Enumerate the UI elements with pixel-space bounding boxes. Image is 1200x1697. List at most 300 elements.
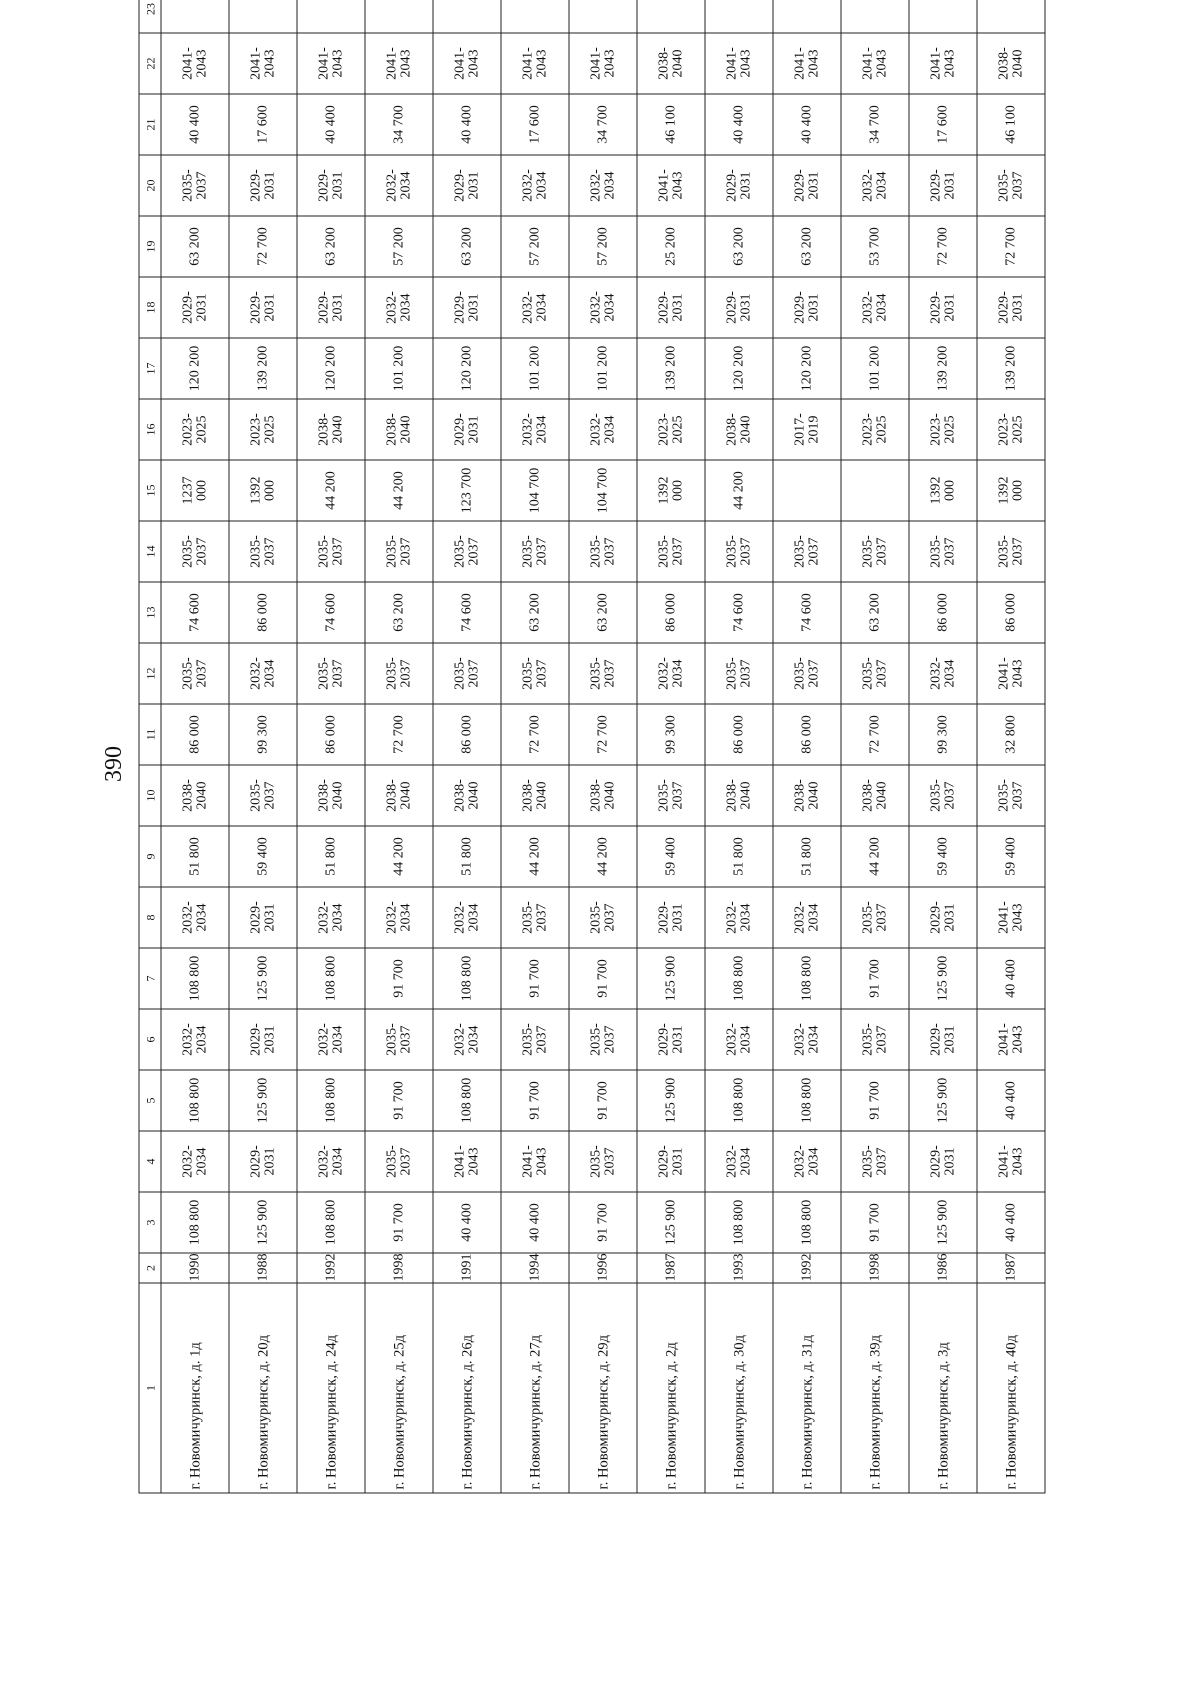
table-cell-col-13: 74 600 [161, 582, 229, 643]
table-cell-col-17: 101 200 [365, 338, 433, 399]
table-cell-col-4: 2029- 2031 [909, 1131, 977, 1192]
table-cell-col-23 [297, 0, 365, 33]
table-cell-col-17: 139 200 [637, 338, 705, 399]
table-cell-col-13: 86 000 [637, 582, 705, 643]
table-row [229, 0, 297, 1493]
table-cell-col-10: 2038- 2040 [433, 765, 501, 826]
table-cell-col-22: 2041- 2043 [433, 33, 501, 94]
table-row [161, 0, 229, 1493]
table-cell-col-6: 2041- 2043 [977, 1009, 1045, 1070]
table-cell-col-7: 108 800 [433, 948, 501, 1009]
table-row [297, 0, 365, 1493]
table-cell-col-23 [433, 0, 501, 33]
table-cell-col-10: 2038- 2040 [501, 765, 569, 826]
table-cell-col-19: 57 200 [501, 216, 569, 277]
table-cell-col-8: 2035- 2037 [501, 887, 569, 948]
table-cell-col-16: 2017- 2019 [773, 399, 841, 460]
table-cell-col-2: 1998 [841, 1253, 909, 1283]
table-cell-col-21: 40 400 [161, 94, 229, 155]
header-cell-col-3: 3 [139, 1192, 161, 1253]
table-cell-col-5: 91 700 [841, 1070, 909, 1131]
table-row [637, 0, 705, 1493]
table-cell-col-12: 2035- 2037 [501, 643, 569, 704]
table-cell-col-10: 2038- 2040 [161, 765, 229, 826]
header-cell-col-10: 10 [139, 765, 161, 826]
table-cell-col-22: 2038- 2040 [977, 33, 1045, 94]
table-cell-col-16: 2023- 2025 [909, 399, 977, 460]
table-body [161, 0, 1045, 1493]
table-cell-col-19: 63 200 [297, 216, 365, 277]
table-cell-col-10: 2038- 2040 [569, 765, 637, 826]
table-cell-col-21: 34 700 [365, 94, 433, 155]
table-cell-col-11: 86 000 [433, 704, 501, 765]
table-cell-col-10: 2035- 2037 [637, 765, 705, 826]
table-cell-col-5: 125 900 [637, 1070, 705, 1131]
table-cell-col-6: 2035- 2037 [841, 1009, 909, 1070]
table-cell-col-8: 2029- 2031 [909, 887, 977, 948]
table-cell-col-5: 108 800 [433, 1070, 501, 1131]
table-cell-col-13: 63 200 [569, 582, 637, 643]
table-cell-col-16: 2038- 2040 [705, 399, 773, 460]
table-cell-col-15 [841, 460, 909, 521]
table-cell-col-17: 101 200 [841, 338, 909, 399]
table-row [909, 0, 977, 1493]
table-cell-col-17: 101 200 [501, 338, 569, 399]
table-cell-col-11: 99 300 [909, 704, 977, 765]
table-cell-col-15: 44 200 [297, 460, 365, 521]
address-cell: г. Новомичуринск, д. 40д [977, 1283, 1045, 1493]
table-cell-col-6: 2029- 2031 [229, 1009, 297, 1070]
table-cell-col-16: 2023- 2025 [977, 399, 1045, 460]
table-cell-col-3: 40 400 [433, 1192, 501, 1253]
table-cell-col-22: 2041- 2043 [161, 33, 229, 94]
table-cell-col-12: 2035- 2037 [841, 643, 909, 704]
table-cell-col-22: 2041- 2043 [569, 33, 637, 94]
table-cell-col-20: 2035- 2037 [161, 155, 229, 216]
table-cell-col-7: 91 700 [841, 948, 909, 1009]
table-cell-col-5: 91 700 [501, 1070, 569, 1131]
table-cell-col-4: 2035- 2037 [365, 1131, 433, 1192]
table-cell-col-23 [977, 0, 1045, 33]
table-cell-col-11: 86 000 [161, 704, 229, 765]
table-cell-col-5: 91 700 [365, 1070, 433, 1131]
table-cell-col-13: 86 000 [229, 582, 297, 643]
table-row [365, 0, 433, 1493]
table-cell-col-20: 2032- 2034 [569, 155, 637, 216]
table-cell-col-8: 2032- 2034 [705, 887, 773, 948]
table-cell-col-12: 2035- 2037 [365, 643, 433, 704]
table-cell-col-18: 2032- 2034 [569, 277, 637, 338]
table-cell-col-9: 51 800 [297, 826, 365, 887]
table-cell-col-22: 2041- 2043 [841, 33, 909, 94]
table-cell-col-17: 120 200 [161, 338, 229, 399]
table-cell-col-11: 72 700 [365, 704, 433, 765]
table-cell-col-14: 2035- 2037 [365, 521, 433, 582]
table-cell-col-17: 120 200 [773, 338, 841, 399]
table-cell-col-2: 1993 [705, 1253, 773, 1283]
table-cell-col-11: 72 700 [501, 704, 569, 765]
table-cell-col-21: 17 600 [501, 94, 569, 155]
table-cell-col-5: 40 400 [977, 1070, 1045, 1131]
table-cell-col-17: 120 200 [705, 338, 773, 399]
table-cell-col-6: 2032- 2034 [297, 1009, 365, 1070]
table-cell-col-8: 2032- 2034 [297, 887, 365, 948]
table-cell-col-3: 108 800 [161, 1192, 229, 1253]
table-cell-col-18: 2029- 2031 [705, 277, 773, 338]
table-cell-col-23 [637, 0, 705, 33]
table-cell-col-5: 125 900 [229, 1070, 297, 1131]
table-cell-col-6: 2035- 2037 [569, 1009, 637, 1070]
table-cell-col-19: 53 700 [841, 216, 909, 277]
table-cell-col-3: 91 700 [841, 1192, 909, 1253]
table-cell-col-11: 86 000 [705, 704, 773, 765]
table-cell-col-9: 59 400 [977, 826, 1045, 887]
header-cell-col-8: 8 [139, 887, 161, 948]
table-cell-col-9: 44 200 [501, 826, 569, 887]
table-cell-col-16: 2038- 2040 [297, 399, 365, 460]
table-cell-col-4: 2035- 2037 [841, 1131, 909, 1192]
table-row [977, 0, 1045, 1493]
header-cell-col-19: 19 [139, 216, 161, 277]
table-cell-col-6: 2032- 2034 [161, 1009, 229, 1070]
table-cell-col-18: 2029- 2031 [161, 277, 229, 338]
table-cell-col-8: 2035- 2037 [841, 887, 909, 948]
page-number: 390 [101, 746, 127, 782]
table-cell-col-4: 2032- 2034 [297, 1131, 365, 1192]
table-cell-col-20: 2029- 2031 [297, 155, 365, 216]
table-cell-col-2: 1991 [433, 1253, 501, 1283]
table-cell-col-21: 34 700 [841, 94, 909, 155]
table-cell-col-15: 1392 000 [909, 460, 977, 521]
header-cell-col-18: 18 [139, 277, 161, 338]
table-cell-col-23 [773, 0, 841, 33]
table-cell-col-8: 2032- 2034 [161, 887, 229, 948]
table-cell-col-22: 2041- 2043 [909, 33, 977, 94]
header-cell-col-13: 13 [139, 582, 161, 643]
table-cell-col-7: 91 700 [501, 948, 569, 1009]
table-cell-col-11: 86 000 [297, 704, 365, 765]
address-cell: г. Новомичуринск, д. 39д [841, 1283, 909, 1493]
table-cell-col-23 [161, 0, 229, 33]
table-cell-col-11: 32 800 [977, 704, 1045, 765]
address-cell: г. Новомичуринск, д. 3д [909, 1283, 977, 1493]
table-cell-col-19: 63 200 [705, 216, 773, 277]
table-cell-col-8: 2041- 2043 [977, 887, 1045, 948]
table-row [705, 0, 773, 1493]
table-row [841, 0, 909, 1493]
table-cell-col-2: 1988 [229, 1253, 297, 1283]
table-cell-col-10: 2038- 2040 [841, 765, 909, 826]
table-cell-col-8: 2032- 2034 [433, 887, 501, 948]
table-cell-col-2: 1994 [501, 1253, 569, 1283]
table-cell-col-18: 2032- 2034 [841, 277, 909, 338]
table-row [501, 0, 569, 1493]
header-cell-col-12: 12 [139, 643, 161, 704]
table-cell-col-8: 2029- 2031 [637, 887, 705, 948]
table-cell-col-13: 74 600 [297, 582, 365, 643]
table-cell-col-13: 74 600 [705, 582, 773, 643]
table-cell-col-20: 2029- 2031 [909, 155, 977, 216]
table-cell-col-3: 40 400 [977, 1192, 1045, 1253]
table-cell-col-4: 2029- 2031 [637, 1131, 705, 1192]
table-cell-col-16: 2023- 2025 [229, 399, 297, 460]
table-cell-col-11: 72 700 [569, 704, 637, 765]
table-cell-col-15 [773, 460, 841, 521]
table-cell-col-4: 2041- 2043 [977, 1131, 1045, 1192]
table-cell-col-14: 2035- 2037 [977, 521, 1045, 582]
table-cell-col-17: 139 200 [977, 338, 1045, 399]
table-cell-col-3: 91 700 [365, 1192, 433, 1253]
address-cell: г. Новомичуринск, д. 20д [229, 1283, 297, 1493]
table-cell-col-21: 40 400 [297, 94, 365, 155]
table-row [433, 0, 501, 1493]
table-cell-col-6: 2029- 2031 [637, 1009, 705, 1070]
table-cell-col-12: 2035- 2037 [773, 643, 841, 704]
table-cell-col-3: 125 900 [909, 1192, 977, 1253]
table-cell-col-11: 99 300 [229, 704, 297, 765]
table-cell-col-14: 2035- 2037 [637, 521, 705, 582]
table-cell-col-12: 2035- 2037 [433, 643, 501, 704]
table-cell-col-9: 44 200 [841, 826, 909, 887]
header-cell-col-7: 7 [139, 948, 161, 1009]
header-cell-col-14: 14 [139, 521, 161, 582]
table-cell-col-14: 2035- 2037 [569, 521, 637, 582]
table-cell-col-18: 2029- 2031 [637, 277, 705, 338]
table-cell-col-4: 2032- 2034 [705, 1131, 773, 1192]
table-cell-col-9: 59 400 [909, 826, 977, 887]
header-cell-col-6: 6 [139, 1009, 161, 1070]
table-cell-col-22: 2041- 2043 [501, 33, 569, 94]
table-cell-col-16: 2023- 2025 [841, 399, 909, 460]
table-cell-col-16: 2029- 2031 [433, 399, 501, 460]
table-cell-col-4: 2032- 2034 [161, 1131, 229, 1192]
table-cell-col-11: 99 300 [637, 704, 705, 765]
header-cell-col-2: 2 [139, 1253, 161, 1283]
table-cell-col-19: 63 200 [433, 216, 501, 277]
table-cell-col-7: 91 700 [365, 948, 433, 1009]
table-cell-col-2: 1987 [977, 1253, 1045, 1283]
table-cell-col-12: 2032- 2034 [909, 643, 977, 704]
table-cell-col-10: 2035- 2037 [977, 765, 1045, 826]
table-cell-col-7: 40 400 [977, 948, 1045, 1009]
table-cell-col-14: 2035- 2037 [229, 521, 297, 582]
table-cell-col-18: 2032- 2034 [365, 277, 433, 338]
table-cell-col-22: 2038- 2040 [637, 33, 705, 94]
header-cell-col-20: 20 [139, 155, 161, 216]
header-cell-col-17: 17 [139, 338, 161, 399]
table-cell-col-9: 59 400 [229, 826, 297, 887]
header-cell-col-16: 16 [139, 399, 161, 460]
address-cell: г. Новомичуринск, д. 24д [297, 1283, 365, 1493]
table-cell-col-20: 2032- 2034 [365, 155, 433, 216]
table-cell-col-15: 104 700 [569, 460, 637, 521]
table-cell-col-10: 2038- 2040 [365, 765, 433, 826]
table-cell-col-19: 63 200 [773, 216, 841, 277]
table-cell-col-13: 63 200 [365, 582, 433, 643]
table-cell-col-14: 2035- 2037 [909, 521, 977, 582]
table-cell-col-23 [705, 0, 773, 33]
table-cell-col-6: 2035- 2037 [501, 1009, 569, 1070]
table-cell-col-22: 2041- 2043 [297, 33, 365, 94]
table-cell-col-19: 63 200 [161, 216, 229, 277]
table-cell-col-4: 2035- 2037 [569, 1131, 637, 1192]
table-cell-col-17: 139 200 [229, 338, 297, 399]
table-cell-col-17: 120 200 [297, 338, 365, 399]
table-cell-col-14: 2035- 2037 [841, 521, 909, 582]
table-cell-col-19: 57 200 [365, 216, 433, 277]
table-cell-col-12: 2035- 2037 [705, 643, 773, 704]
table-cell-col-20: 2032- 2034 [841, 155, 909, 216]
table-cell-col-9: 59 400 [637, 826, 705, 887]
table-cell-col-15: 104 700 [501, 460, 569, 521]
header-cell-col-9: 9 [139, 826, 161, 887]
table-cell-col-14: 2035- 2037 [161, 521, 229, 582]
table-cell-col-7: 108 800 [297, 948, 365, 1009]
table-cell-col-21: 46 100 [977, 94, 1045, 155]
table-cell-col-5: 91 700 [569, 1070, 637, 1131]
table-cell-col-12: 2032- 2034 [637, 643, 705, 704]
table-cell-col-10: 2038- 2040 [773, 765, 841, 826]
table-cell-col-15: 1392 000 [977, 460, 1045, 521]
table-cell-col-23 [365, 0, 433, 33]
table-cell-col-6: 2035- 2037 [365, 1009, 433, 1070]
header-cell-col-22: 22 [139, 33, 161, 94]
table-cell-col-12: 2041- 2043 [977, 643, 1045, 704]
table-cell-col-5: 108 800 [297, 1070, 365, 1131]
table-cell-col-21: 17 600 [229, 94, 297, 155]
data-table [139, 0, 1046, 1493]
table-cell-col-10: 2038- 2040 [705, 765, 773, 826]
table-cell-col-15: 44 200 [365, 460, 433, 521]
table-cell-col-7: 108 800 [705, 948, 773, 1009]
table-cell-col-7: 125 900 [229, 948, 297, 1009]
address-cell: г. Новомичуринск, д. 31д [773, 1283, 841, 1493]
table-row [569, 0, 637, 1493]
table-cell-col-19: 72 700 [909, 216, 977, 277]
table-cell-col-13: 74 600 [773, 582, 841, 643]
table-cell-col-22: 2041- 2043 [773, 33, 841, 94]
table-cell-col-14: 2035- 2037 [501, 521, 569, 582]
table-cell-col-10: 2038- 2040 [297, 765, 365, 826]
table-cell-col-15: 123 700 [433, 460, 501, 521]
table-cell-col-22: 2041- 2043 [365, 33, 433, 94]
table-cell-col-9: 51 800 [433, 826, 501, 887]
table-header-row [139, 0, 161, 1493]
table-cell-col-9: 44 200 [569, 826, 637, 887]
address-cell: г. Новомичуринск, д. 25д [365, 1283, 433, 1493]
table-cell-col-19: 57 200 [569, 216, 637, 277]
table-cell-col-8: 2032- 2034 [365, 887, 433, 948]
table-cell-col-5: 125 900 [909, 1070, 977, 1131]
table-cell-col-21: 34 700 [569, 94, 637, 155]
table-cell-col-20: 2029- 2031 [773, 155, 841, 216]
table-cell-col-3: 91 700 [569, 1192, 637, 1253]
header-cell-col-15: 15 [139, 460, 161, 521]
table-cell-col-3: 40 400 [501, 1192, 569, 1253]
table-cell-col-16: 2032- 2034 [569, 399, 637, 460]
header-cell-col-1: 1 [139, 1283, 161, 1493]
table-cell-col-6: 2032- 2034 [705, 1009, 773, 1070]
table-cell-col-21: 40 400 [433, 94, 501, 155]
table-cell-col-8: 2029- 2031 [229, 887, 297, 948]
table-cell-col-19: 72 700 [229, 216, 297, 277]
address-cell: г. Новомичуринск, д. 2д [637, 1283, 705, 1493]
table-cell-col-2: 1992 [297, 1253, 365, 1283]
table-cell-col-12: 2032- 2034 [229, 643, 297, 704]
table-cell-col-14: 2035- 2037 [433, 521, 501, 582]
table-cell-col-2: 1996 [569, 1253, 637, 1283]
table-cell-col-3: 125 900 [229, 1192, 297, 1253]
table-cell-col-2: 1998 [365, 1253, 433, 1283]
address-cell: г. Новомичуринск, д. 27д [501, 1283, 569, 1493]
address-cell: г. Новомичуринск, д. 29д [569, 1283, 637, 1493]
table-cell-col-13: 63 200 [841, 582, 909, 643]
table-cell-col-18: 2029- 2031 [297, 277, 365, 338]
table-cell-col-3: 108 800 [297, 1192, 365, 1253]
table-cell-col-18: 2032- 2034 [501, 277, 569, 338]
table-cell-col-23 [229, 0, 297, 33]
table-cell-col-22: 2041- 2043 [705, 33, 773, 94]
table-cell-col-2: 1990 [161, 1253, 229, 1283]
table-cell-col-6: 2032- 2034 [773, 1009, 841, 1070]
table-cell-col-4: 2032- 2034 [773, 1131, 841, 1192]
table-cell-col-7: 108 800 [161, 948, 229, 1009]
table-cell-col-5: 108 800 [161, 1070, 229, 1131]
table-cell-col-16: 2023- 2025 [637, 399, 705, 460]
table-cell-col-8: 2035- 2037 [569, 887, 637, 948]
table-cell-col-13: 86 000 [977, 582, 1045, 643]
table-cell-col-13: 86 000 [909, 582, 977, 643]
table-cell-col-7: 125 900 [909, 948, 977, 1009]
header-cell-col-5: 5 [139, 1070, 161, 1131]
table-cell-col-14: 2035- 2037 [297, 521, 365, 582]
table-cell-col-15: 1392 000 [637, 460, 705, 521]
table-cell-col-21: 46 100 [637, 94, 705, 155]
header-cell-col-11: 11 [139, 704, 161, 765]
table-cell-col-4: 2041- 2043 [501, 1131, 569, 1192]
table-cell-col-22: 2041- 2043 [229, 33, 297, 94]
table-cell-col-12: 2035- 2037 [569, 643, 637, 704]
table-cell-col-21: 40 400 [773, 94, 841, 155]
table-cell-col-9: 44 200 [365, 826, 433, 887]
table-cell-col-15: 44 200 [705, 460, 773, 521]
table-cell-col-13: 74 600 [433, 582, 501, 643]
table-cell-col-18: 2029- 2031 [229, 277, 297, 338]
table-cell-col-23 [501, 0, 569, 33]
table-cell-col-10: 2035- 2037 [229, 765, 297, 826]
table-cell-col-12: 2035- 2037 [161, 643, 229, 704]
table-cell-col-9: 51 800 [161, 826, 229, 887]
table-cell-col-3: 125 900 [637, 1192, 705, 1253]
table-cell-col-9: 51 800 [773, 826, 841, 887]
address-cell: г. Новомичуринск, д. 30д [705, 1283, 773, 1493]
table-cell-col-15: 1237 000 [161, 460, 229, 521]
table-cell-col-18: 2029- 2031 [909, 277, 977, 338]
table-cell-col-6: 2032- 2034 [433, 1009, 501, 1070]
header-cell-col-23: 23 [139, 0, 161, 33]
table-cell-col-2: 1986 [909, 1253, 977, 1283]
table-cell-col-7: 108 800 [773, 948, 841, 1009]
table-cell-col-3: 108 800 [773, 1192, 841, 1253]
table-cell-col-13: 63 200 [501, 582, 569, 643]
table-cell-col-20: 2029- 2031 [705, 155, 773, 216]
table-cell-col-2: 1987 [637, 1253, 705, 1283]
table-cell-col-7: 91 700 [569, 948, 637, 1009]
table-cell-col-15: 1392 000 [229, 460, 297, 521]
table-cell-col-14: 2035- 2037 [773, 521, 841, 582]
table-cell-col-21: 17 600 [909, 94, 977, 155]
table-cell-col-23 [569, 0, 637, 33]
